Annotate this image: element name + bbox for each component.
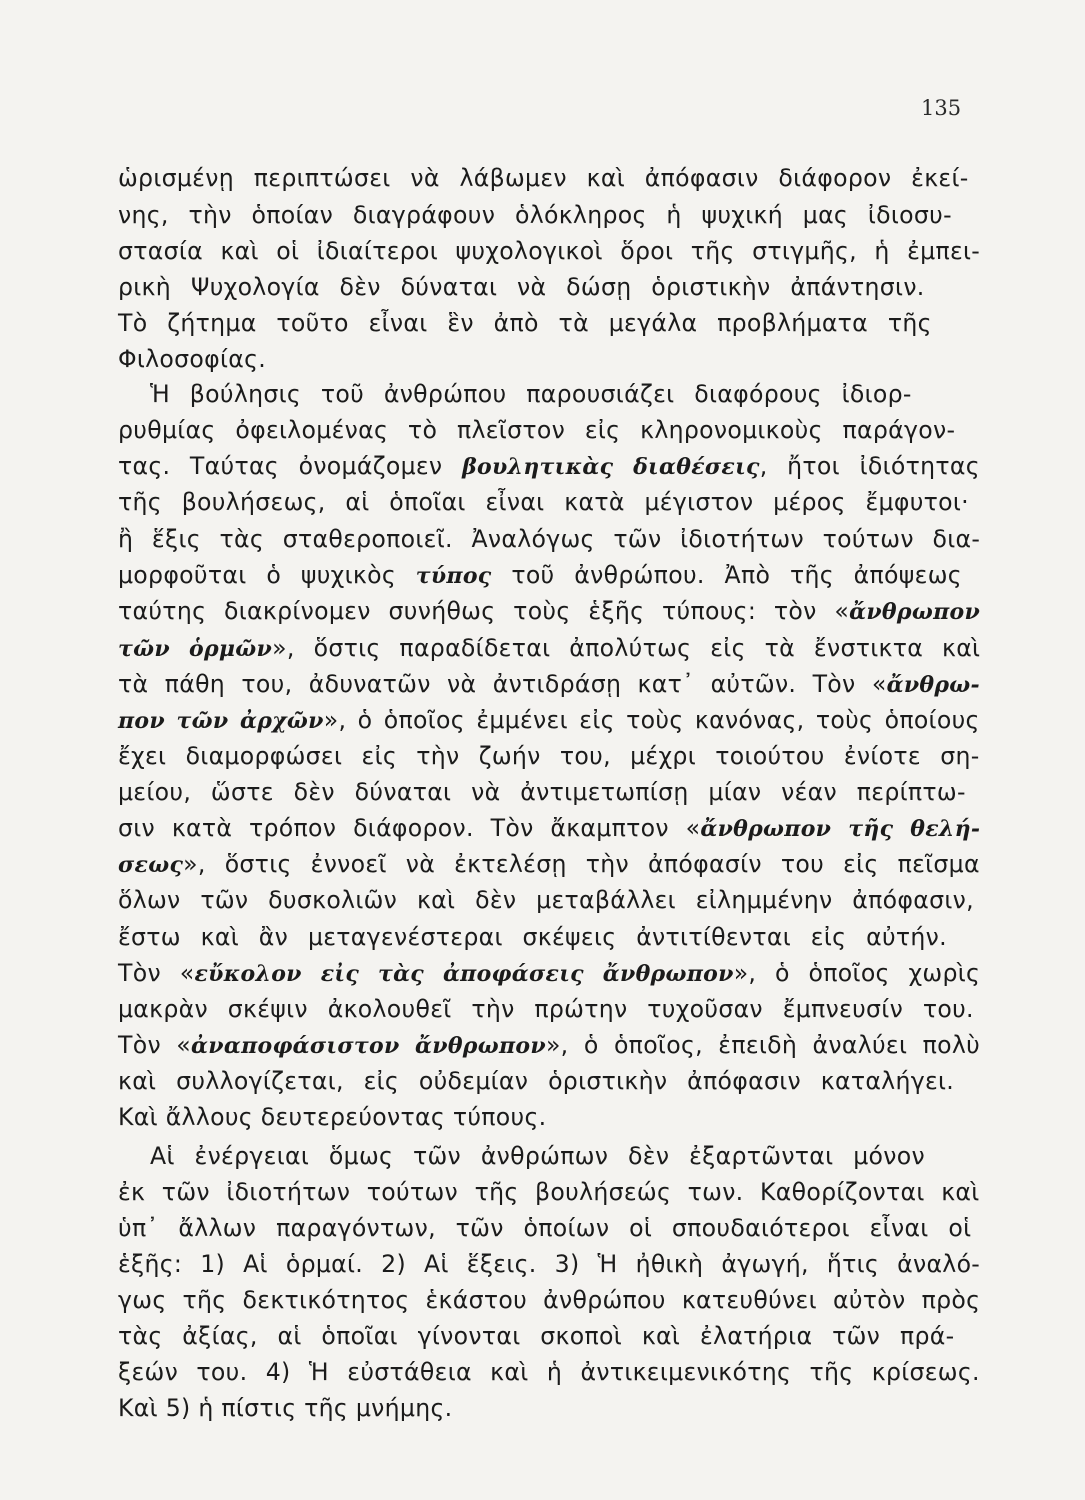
text-line xyxy=(118,1390,452,1426)
text-line xyxy=(118,955,980,991)
text-run: », ὁ ὁποῖος, ἐπειδὴ ἀναλύει πολὺ xyxy=(545,1031,981,1059)
text-line xyxy=(118,269,925,305)
text-run: Καὶ 5) ἡ πίστις τῆς μνήμης. xyxy=(118,1394,453,1422)
text-line xyxy=(118,630,980,666)
text-line xyxy=(118,593,980,629)
text-line xyxy=(118,774,966,810)
text-run: τὰς ἀξίας, αἱ ὁποῖαι γίνονται σκοποὶ καὶ ἐλατήρια τῶν πρά- xyxy=(118,1322,955,1350)
text-line xyxy=(118,160,969,196)
text-line xyxy=(118,810,980,846)
emphasized-term: ἄνθρωπον xyxy=(849,599,981,625)
text-run: Τὸ ζήτημα τοῦτο εἶναι ἓν ἀπὸ τὰ μεγάλα προβλήματα τῆς xyxy=(118,309,932,337)
text-run: μορφοῦται ὁ ψυχικὸς xyxy=(118,561,416,589)
text-run: ὡρισμένῃ περιπτώσει νὰ λάβωμεν καὶ ἀπόφασιν διάφορον ἐκεί- xyxy=(118,164,969,192)
text-line xyxy=(118,521,980,557)
text-line xyxy=(118,557,962,593)
text-line xyxy=(118,484,969,520)
text-line xyxy=(118,991,974,1027)
emphasized-term: εὔκολον εἰς τὰς ἀποφάσεις ἄνθρωπον xyxy=(194,961,734,987)
emphasized-term: ἀναποφάσιστον ἄνθρωπον xyxy=(191,1033,546,1059)
text-run: ταύτης διακρίνομεν συνήθως τοὺς ἑξῆς τύπους: τὸν « xyxy=(118,597,850,625)
text-run: ἔστω καὶ ἂν μεταγενέστεραι σκέψεις ἀντιτίθενται εἰς αὐτήν. xyxy=(118,923,947,951)
text-run: τῆς βουλήσεως, αἱ ὁποῖαι εἶναι κατὰ μέγιστον μέρος ἔμφυτοι· xyxy=(118,488,969,516)
text-run: τοῦ ἀνθρώπου. Ἀπὸ τῆς ἀπόψεως xyxy=(491,561,962,589)
text-run: Ἡ βούλησις τοῦ ἀνθρώπου παρουσιάζει διαφόρους ἰδιορ- xyxy=(150,380,912,408)
text-run: Φιλοσοφίας. xyxy=(118,345,267,373)
text-line xyxy=(118,305,932,341)
text-line xyxy=(118,1099,546,1135)
text-line xyxy=(118,233,980,269)
emphasized-term: ἄνθρωπον τῆς θελή- xyxy=(700,816,981,842)
text-line xyxy=(118,738,980,774)
text-run: μείου, ὥστε δὲν δύναται νὰ ἀντιμετωπίσῃ μίαν νέαν περίπτω- xyxy=(118,778,966,806)
text-run: Αἱ ἐνέργειαι ὅμως τῶν ἀνθρώπων δὲν ἐξαρτῶνται μόνον xyxy=(150,1142,925,1170)
text-line xyxy=(118,1210,971,1246)
text-run: μακρὰν σκέψιν ἀκολουθεῖ τὴν πρώτην τυχοῦσαν ἔμπνευσίν του. xyxy=(118,995,974,1023)
text-line xyxy=(118,197,952,233)
text-run: », ὅστις παραδίδεται ἀπολύτως εἰς τὰ ἔνστικτα καὶ xyxy=(272,634,981,662)
text-run: ἢ ἕξις τὰς σταθεροποιεῖ. Ἀναλόγως τῶν ἰδιοτήτων τούτων δια- xyxy=(118,525,981,553)
emphasized-term: ἄνθρω- xyxy=(886,672,980,698)
text-run: ἔχει διαμορφώσει εἰς τὴν ζωήν του, μέχρι τοιούτου ἐνίοτε ση- xyxy=(118,742,980,770)
text-run: ἐκ τῶν ἰδιοτήτων τούτων τῆς βουλήσεώς των. Καθορίζονται καὶ xyxy=(118,1178,980,1206)
text-run: νης, τὴν ὁποίαν διαγράφουν ὁλόκληρος ἡ ψυχική μας ἰδιοσυ- xyxy=(118,201,952,229)
text-run: σιν κατὰ τρόπον διάφορον. Τὸν ἄκαμπτον « xyxy=(118,814,701,842)
text-line xyxy=(118,1027,980,1063)
text-line xyxy=(118,666,980,702)
text-run: ξεών του. 4) Ἡ εὐστάθεια καὶ ἡ ἀντικειμενικότης τῆς κρίσεως. xyxy=(118,1358,980,1386)
text-line xyxy=(118,1063,954,1099)
text-run: ὅλων τῶν δυσκολιῶν καὶ δὲν μεταβάλλει εἰλημμένην ἀπόφασιν, xyxy=(118,886,974,914)
text-line xyxy=(118,448,980,484)
text-run: Καὶ ἄλλους δευτερεύοντας τύπους. xyxy=(118,1103,547,1131)
text-run: στασία καὶ οἱ ἰδιαίτεροι ψυχολογικοὶ ὅροι τῆς στιγμῆς, ἡ ἐμπει- xyxy=(118,237,981,265)
text-run: Τὸν « xyxy=(118,1031,192,1059)
text-run: τας. Ταύτας ὀνομάζομεν xyxy=(118,452,463,480)
emphasized-term: πον τῶν ἀρχῶν xyxy=(118,708,324,734)
text-run: ἑξῆς: 1) Αἱ ὁρμαί. 2) Αἱ ἕξεις. 3) Ἡ ἠθικὴ ἀγωγή, ἥτις ἀναλό- xyxy=(118,1250,981,1278)
emphasized-term: τύπος xyxy=(415,563,492,589)
emphasized-term: σεως xyxy=(118,852,184,878)
text-run: », ὅστις ἐννοεῖ νὰ ἐκτελέσῃ τὴν ἀπόφασίν του εἰς πεῖσμα xyxy=(183,850,980,878)
text-line xyxy=(150,376,912,412)
text-line xyxy=(118,919,947,955)
page-number: 135 xyxy=(921,96,962,120)
text-run: γως τῆς δεκτικότητος ἑκάστου ἀνθρώπου κατευθύνει αὐτὸν πρὸς xyxy=(118,1286,981,1314)
text-run: », ὁ ὁποῖος χωρὶς xyxy=(733,959,981,987)
text-line xyxy=(118,846,980,882)
text-line xyxy=(118,1354,980,1390)
text-run: καὶ συλλογίζεται, εἰς οὐδεμίαν ὁριστικὴν ἀπόφασιν καταλήγει. xyxy=(118,1067,955,1095)
text-line xyxy=(118,1174,980,1210)
emphasized-term: τῶν ὁρμῶν xyxy=(118,636,273,662)
text-run: ρυθμίας ὀφειλομένας τὸ πλεῖστον εἰς κληρονομικοὺς παράγον- xyxy=(118,416,956,444)
emphasized-term: βουλητικὰς διαθέσεις xyxy=(462,454,760,480)
text-run: τὰ πάθη του, ἀδυνατῶν νὰ ἀντιδράσῃ κατ᾽ αὐτῶν. Τὸν « xyxy=(118,670,887,698)
text-line xyxy=(118,412,955,448)
text-line xyxy=(118,702,980,738)
text-line xyxy=(150,1138,925,1174)
text-run: ὑπ᾽ ἄλλων παραγόντων, τῶν ὁποίων οἱ σπουδαιότεροι εἶναι οἱ xyxy=(118,1214,972,1242)
text-line xyxy=(118,1282,980,1318)
text-run: », ὁ ὁποῖος ἐμμένει εἰς τοὺς κανόνας, τοὺς ὁποίους xyxy=(323,706,980,734)
text-run: ρικὴ Ψυχολογία δὲν δύναται νὰ δώσῃ ὁριστικὴν ἀπάντησιν. xyxy=(118,273,925,301)
text-run: , ἤτοι ἰδιότητας xyxy=(759,452,980,480)
text-line xyxy=(118,1318,954,1354)
text-line xyxy=(118,882,974,918)
text-line xyxy=(118,341,266,377)
text-line xyxy=(118,1246,980,1282)
text-run: Τὸν « xyxy=(118,959,195,987)
